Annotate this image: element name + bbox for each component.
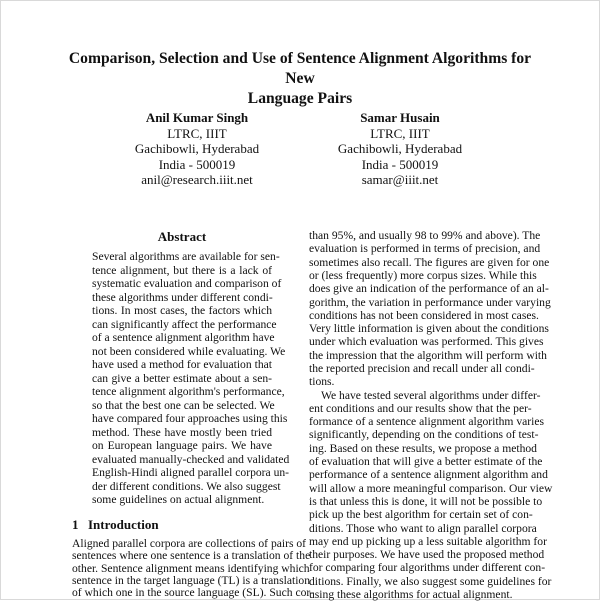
body-line: the reported precision and recall under all condi- — [309, 362, 535, 375]
body-line: of evaluation that will give a better estimate of the — [309, 455, 543, 468]
abstract-line: systematic evaluation and comparison of — [92, 277, 282, 290]
paper-title-line-1: Comparison, Selection and Use of Sentence Alignment Algorithms for New — [68, 50, 532, 87]
author-address: Gachibowli, Hyderabad — [134, 141, 260, 156]
paper-title — [60, 49, 540, 109]
abstract-line: these algorithms under different condi- — [92, 290, 273, 304]
body-line: significantly, depending on the conditions of test- — [309, 428, 539, 442]
author-block-1 — [97, 110, 297, 188]
body-line: than 95%, and usually 98 to 99% and above). The — [309, 229, 541, 242]
paper-title-line-2: Language Pairs — [247, 90, 353, 107]
abstract-line: tence alignment algorithm's performance, — [92, 385, 285, 398]
body-line: evaluation is performed in terms of precision, and — [309, 242, 541, 256]
body-line: the impression that the algorithm will perform with — [309, 348, 547, 362]
body-line: gorithm, the variation in performance under varying — [309, 295, 551, 309]
body-line: formance of a sentence alignment algorithm varies — [309, 415, 544, 429]
body-line: or (less frequently) more corpus sizes. While this — [309, 268, 537, 282]
abstract-line: have used a method for evaluation that — [92, 358, 272, 371]
introduction-line: Aligned parallel corpora are collections of pairs of — [72, 537, 307, 550]
section-number: 1 — [72, 517, 79, 532]
abstract-line: so that the best one can be selected. We — [92, 398, 275, 412]
body-line: may end up picking up a less suitable algorithm for — [309, 534, 547, 548]
body-line: tions. — [309, 375, 335, 389]
body-line: under which evaluation was performed. This gives — [309, 335, 544, 349]
author-email: anil@research.iiit.net — [141, 172, 253, 187]
author-email: samar@iiit.net — [361, 172, 439, 187]
body-line: We have tested several algorithms under differ- — [321, 388, 541, 402]
abstract-line: can give a better estimate about a sen- — [92, 371, 272, 385]
body-line: pick up the best algorithm for certain set of con- — [309, 508, 533, 522]
body-line: their purposes. We have used the proposed method — [309, 548, 545, 562]
author-name: Anil Kumar Singh — [145, 110, 249, 125]
body-line: ditions. Those who want to align parallel corpora — [309, 521, 537, 535]
body-line: using these algorithms for actual alignment. — [309, 588, 513, 601]
author-affiliation: LTRC, IIIT — [167, 125, 227, 141]
introduction-line: other. Sentence alignment means identifying which — [72, 561, 310, 575]
introduction-line: sentences where one sentence is a translation of the — [72, 549, 311, 563]
author-name: Samar Husain — [360, 110, 440, 125]
body-line: sometimes also recall. The figures are given for one — [309, 255, 550, 269]
abstract-line: some guidelines on actual alignment. — [92, 493, 265, 506]
body-line: ditions. Finally, we also suggest some guidelines for — [309, 574, 552, 588]
body-line: conditions has not been considered in most cases. — [309, 308, 539, 322]
body-line: ing. Based on these results, we propose a method — [309, 441, 537, 455]
author-region: India - 500019 — [158, 156, 236, 172]
author-affiliation: LTRC, IIIT — [370, 125, 430, 141]
abstract-line: can significantly affect the performance — [92, 317, 277, 331]
abstract-heading: Abstract — [157, 229, 207, 244]
body-line: performance of a sentence alignment algorithm and — [309, 468, 548, 482]
body-line: is that unless this is done, it will not be possible to — [309, 494, 543, 508]
abstract-line: of a sentence alignment algorithm have — [92, 331, 275, 344]
body-line: will allow a more meaningful comparison. Our view — [309, 481, 553, 495]
author-block-2 — [300, 110, 500, 188]
section-title: Introduction — [88, 517, 159, 532]
abstract-line: der different conditions. We also suggest — [92, 479, 281, 493]
abstract-line: have compared four approaches using this — [92, 412, 288, 425]
abstract-line: tions. In most cases, the factors which — [92, 304, 272, 317]
author-region: India - 500019 — [361, 156, 439, 172]
abstract-line: not been considered while evaluating. We — [92, 344, 286, 358]
abstract-line: method. These have mostly been tried — [92, 425, 272, 439]
abstract-line: on European language pairs. We have — [92, 439, 272, 452]
introduction-line: of which one in the source language (SL). Such cor- — [72, 586, 314, 599]
abstract-line: tence alignment, but there is a lack of — [92, 263, 272, 277]
body-line: for comparing four algorithms under different con- — [309, 561, 546, 575]
author-address: Gachibowli, Hyderabad — [337, 141, 463, 156]
introduction-line: sentence in the target language (TL) is a translation — [72, 573, 311, 587]
body-line: does give an indication of the performance of an al- — [309, 282, 549, 296]
abstract-line: English-Hindi aligned parallel corpora un- — [92, 466, 290, 479]
abstract-line: evaluated manually-checked and validated — [92, 452, 290, 466]
section-heading-introduction — [72, 517, 159, 533]
abstract-line: Several algorithms are available for sen- — [92, 250, 280, 263]
body-line: Very little information is given about the conditions — [309, 322, 549, 336]
body-line: ent conditions and our results show that the per- — [309, 401, 532, 415]
